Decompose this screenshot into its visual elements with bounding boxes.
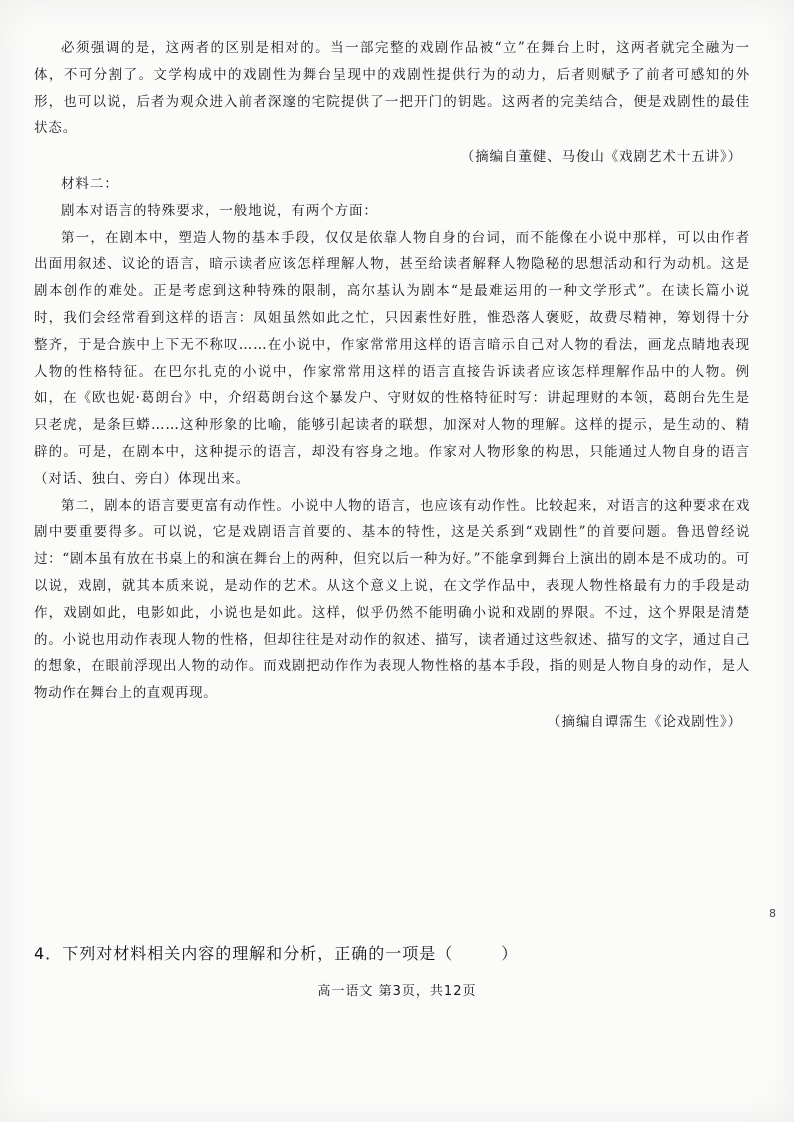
material2-point2: 第二，剧本的语言要更富有动作性。小说中人物的语言，也应该有动作性。比较起来，对语言的这种要求在戏剧中要重要得多。可以说，它是戏剧语言首要的、基本的特性，这是关系到“戏剧性”的首要问题。鲁迅曾经说过：“剧本虽有放在书桌上的和演在舞台上的两种，但究以后一种为好。”不能拿到舞台上演出的剧本是不成功的。可以说，戏剧，就其本质来说，是动作的艺术。从这个意义上说，在文学作品中，表现人物性格最有力的手段是动作，戏剧如此，电影如此，小说也是如此。这样，似乎仍然不能明确小说和戏剧的界限。不过，这个界限是清楚的。小说也用动作表现人物的性格，但却往往是对动作的叙述、描写，读者通过这些叙述、描写的文字，通过自己的想象，在眼前浮现出人物的动作。而戏剧把动作作为表现人物性格的基本手段，指的则是人物自身的动作，是人物动作在舞台上的直观再现。 (34, 497, 750, 702)
material1-source: （摘编自董健、马俊山《戏剧艺术十五讲》） (460, 149, 742, 166)
material2-intro: 剧本对语言的特殊要求，一般地说，有两个方面： (61, 202, 378, 219)
material2-label: 材料二： (61, 175, 119, 192)
material2-point1: 第一，在剧本中，塑造人物的基本手段，仅仅是依靠人物自身的台词，而不能像在小说中那样，可以由作者出面用叙述、议论的语言，暗示读者应该怎样理解人物，甚至给读者解释人物隐秘的思想活动和行为动机。这是剧本创作的难处。正是考虑到这种特殊的限制，高尔基认为剧本“是最难运用的一种文学形式”。在读长篇小说时，我们会经常看到这样的语言：凤姐虽然如此之忙，只因素性好胜，惟恐落人褒贬，故费尽精神，筹划得十分整齐，于是合族中上下无不称叹……在小说中，作家常常用这样的语言暗示自己对人物的看法，画龙点睛地表现人物的性格特征。在巴尔扎克的小说中，作家常常用这样的语言直接告诉读者应该怎样理解作品中的人物。例如，在《欧也妮·葛朗台》中，介绍葛朗台这个暴发户、守财奴的性格特征时写：讲起理财的本领，葛朗台先生是只老虎，是条巨蟒……这种形象的比喻，能够引起读者的联想，加深对人物的理解。这样的提示，是生动的、精辟的。可是，在剧本中，这种提示的语言，却没有容身之地。作家对人物形象的构思，只能通过人物自身的语言（对话、独白、旁白）体现出来。 (34, 229, 750, 487)
material2-source: （摘编自谭霈生《论戏剧性》） (547, 713, 742, 730)
question-4 (34, 940, 518, 968)
page-footer: 高一语文 第3页，共12页 (317, 984, 477, 999)
question-text: 下列对材料相关内容的理解和分析，正确的一项是（ (62, 944, 454, 963)
margin-mark: 8 (769, 907, 776, 920)
question-number: 4． (34, 944, 63, 963)
question-close-paren: ） (501, 944, 519, 963)
material1-closing-paragraph: 必须强调的是，这两者的区别是相对的。当一部完整的戏剧作品被“立”在舞台上时，这两者就完全融为一体，不可分割了。文学构成中的戏剧性为舞台呈现中的戏剧性提供行为的动力，后者则赋予了前者可感知的外形，也可以说，后者为观众进入前者深邃的宅院提供了一把开门的钥匙。这两者的完美结合，便是戏剧性的最佳状态。 (34, 40, 750, 137)
reading-passage (34, 35, 750, 736)
